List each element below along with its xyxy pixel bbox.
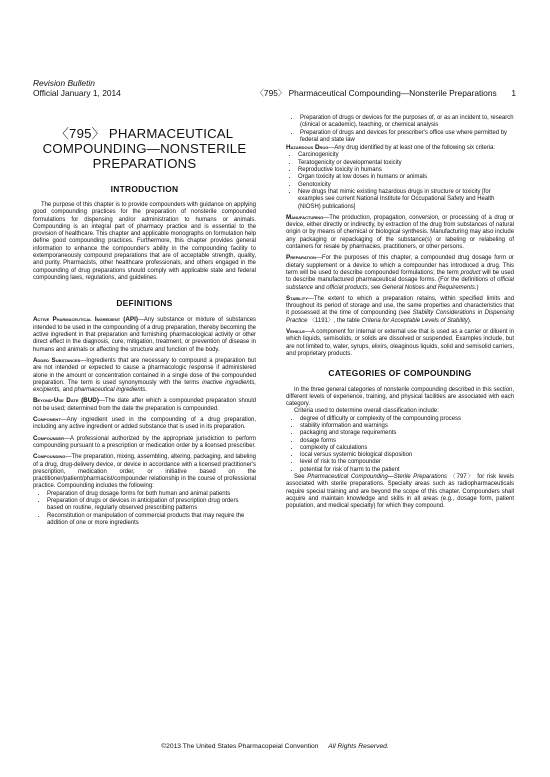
definition-term: Preparation (286, 254, 317, 262)
definition-api: Active Pharmaceutical Ingredient (API)—Any substance or mixture of substances intended to be used in the compounding of a drug preparation, thereby becoming the active ingredient in that preparation and furnishing pharmacological activity or other direct effect in the diagnosis, cure, mitigation, treatment, or prevention of disease in humans and animals or affecting the structure and function of the body. (33, 316, 256, 353)
footer (0, 743, 550, 750)
list-item: • Reproductive toxicity in humans (298, 167, 514, 174)
definition-term: Beyond-Use Date (BUD) (33, 397, 99, 405)
categories-paragraph: In the three general categories of nonsterile compounding described in this section, different levels of experience, training, and physical facilities are associated with each category. (286, 386, 514, 408)
criteria-intro: Criteria used to determine overall classification include: (294, 408, 439, 415)
revision-bulletin-label: Revision Bulletin (33, 78, 95, 88)
list-item: • Carcinogenicity (298, 152, 514, 159)
compounding-list (33, 491, 256, 527)
running-header (33, 78, 516, 98)
list-item: • New drugs that mimic existing hazardous drugs in structure or toxicity [for examples see current National Institute for Occupational Safety and Health (NIOSH) publications] (298, 189, 514, 211)
definition-term: Compounder (33, 434, 64, 442)
compounding-list-continued (286, 115, 514, 144)
definition-term: Manufacturing (286, 213, 324, 221)
definition-term: Component (33, 416, 61, 424)
definitions-heading: DEFINITIONS (116, 298, 173, 309)
copyright-notice: ©2013 The United States Pharmacopeial Convention (161, 743, 319, 750)
definition-term: Added Substances (33, 356, 81, 364)
list-item: • Preparation of drug dosage forms for both human and animal patients (47, 491, 256, 498)
list-item: • dosage forms (300, 438, 514, 445)
list-item: • Preparation of drugs or devices in anticipation of prescription drug orders based on routine, regularly observed prescribing patterns (47, 498, 256, 513)
list-item: • packaging and storage requirements (300, 430, 514, 437)
definition-component: Component—Any ingredient used in the compounding of a drug preparation, including any active ingredient or added substance that is used in its preparation. (33, 416, 256, 431)
list-item: • Organ toxicity at low doses in humans or animals (298, 174, 514, 181)
official-date: Official January 1, 2014 (33, 88, 121, 98)
list-item: • degree of difficulty or complexity of the compounding process (300, 416, 514, 423)
categories-heading: CATEGORIES OF COMPOUNDING (328, 368, 472, 379)
definition-bud: Beyond-Use Date (BUD)—The date after which a compounded preparation should not be used; determined from the date the preparation is compounded. (33, 397, 256, 412)
definition-term: Active Pharmaceutical Ingredient (API) (33, 316, 138, 324)
definition-manufacturing: Manufacturing—The production, propagation, conversion, or processing of a drug or device, either directly or indirectly, by extraction of the drug from substances of natural origin or by means of chemical or biological synthesis. Manufacturing may also include any packaging or repackaging of the substance(s) or labeling or relabeling of containers for resale by pharmacies, practitioners, or other persons. (286, 213, 514, 251)
definition-vehicle: Vehicle—A component for internal or external use that is used as a carrier or diluent in which liquids, semisolids, or solids are dissolved or suspended. Examples include, but are not limited to, water, syrups, elixirs, oleaginous liquids, solid and semisolid carriers, and proprietary products. (286, 328, 514, 357)
list-item: • potential for risk of harm to the patient (300, 467, 514, 474)
list-item: • local versus systemic biological disposition (300, 452, 514, 459)
definition-stability: Stability—The extent to which a preparation retains, within specified limits and throughout its period of storage and use, the same properties and characteristics that it possessed at the time of compounding (see Stability Considerations in Dispensing Practice 〈1191〉, the table Criteria for Acceptable Levels of Stability). (286, 294, 514, 324)
list-item: • Reconstitution or manipulation of commercial products that may require the addition of one or more ingredients (47, 513, 256, 528)
definition-compounding: Compounding—The preparation, mixing, assembling, altering, packaging, and labeling of a drug, drug-delivery device, or device in accordance with a licensed practitioner's prescription, medication order, or initiative based on the practitioner/patient/pharmacist/compounder relationship in the course of professional practice. Compounding includes the following: (33, 453, 256, 490)
definition-preparation: Preparation—For the purposes of this chapter, a compounded drug dosage form or dietary supplement or a device to which a compounder has introduced a drug. This term will be used to describe compounded formulations; the term product will be used to describe manufactured pharmaceutical dosage forms. (For the definitions of official substance and official products, see General Notices and Requirements.) (286, 254, 514, 291)
list-item: • Preparation of drugs or devices for the purposes of, or as an incident to, research (clinical or academic), teaching, or chemical analysis (300, 115, 514, 130)
page-number: 1 (511, 88, 516, 98)
introduction-heading: INTRODUCTION (110, 183, 179, 194)
chapter-title: 〈795〉 PHARMACEUTICAL COMPOUNDING—NONSTERILE PREPARATIONS (42, 126, 247, 172)
right-column (286, 115, 514, 511)
left-column (33, 117, 256, 527)
list-item: • stability information and warnings (300, 423, 514, 430)
introduction-paragraph: The purpose of this chapter is to provide compounders with guidance on applying good compounding practices for the preparation of nonsterile compounded formulations for dispensing and/or administration to humans or animals. Compounding is an integral part of pharmacy practice and is essential to the provision of healthcare. This chapter and applicable monographs on formulation help define good compounding practices. Furthermore, this chapter provides general information to enhance the compounder's ability in the compounding facility to extemporaneously compound preparations that are of acceptable strength, quality, and purity. Pharmacists, other healthcare professionals, and others engaged in the compounding of drug preparations should comply with applicable state and federal compounding laws, regulations, and guidelines. (33, 201, 256, 281)
list-item: • Genotoxicity (298, 182, 514, 189)
definition-term: Vehicle (286, 328, 305, 336)
definition-term: Hazardous Drug (286, 144, 329, 152)
sterile-reference-paragraph: See Pharmaceutical Compounding—Sterile Preparations 〈797〉 for risk levels associated with sterile preparations. Specialty areas such as radiopharmaceuticals require special training and are beyond the scope of this chapter. Compounders shall acquire and maintain knowledge and skills in all areas (e.g., dosage form, patient population, and medical specialty) for which they compound. (286, 474, 515, 510)
criteria-list (286, 416, 514, 474)
list-item: • Teratogenicity or developmental toxicity (298, 160, 514, 167)
definition-term: Stability (286, 294, 308, 302)
chapter-running-title: 〈795〉 Pharmaceutical Compounding—Nonsterile Preparations (255, 88, 497, 98)
hazardous-criteria-list (286, 152, 514, 210)
rights-notice: All Rights Reserved. (328, 743, 389, 750)
list-item: • complexity of calculations (300, 445, 514, 452)
definition-added-substances: Added Substances—Ingredients that are necessary to compound a preparation but are not intended or expected to cause a pharmacologic response if administered alone in the amount or concentration contained in a single dose of the compounded preparation. The term is used synonymously with the terms inactive ingredients, excipients, and pharmaceutical ingredients. (33, 356, 256, 394)
header-right (256, 88, 516, 98)
definition-compounder: Compounder—A professional authorized by the appropriate jurisdiction to perform compounding pursuant to a prescription or medication order by a licensed prescriber. (33, 434, 256, 449)
definition-term: Compounding (33, 453, 66, 461)
definition-hazardous-drug: Hazardous Drug—Any drug identified by at least one of the following six criteria: (286, 144, 496, 152)
list-item: • level of risk to the compounder (300, 459, 514, 466)
list-item: • Preparation of drugs and devices for prescriber's office use where permitted by federal and state law (300, 130, 514, 145)
